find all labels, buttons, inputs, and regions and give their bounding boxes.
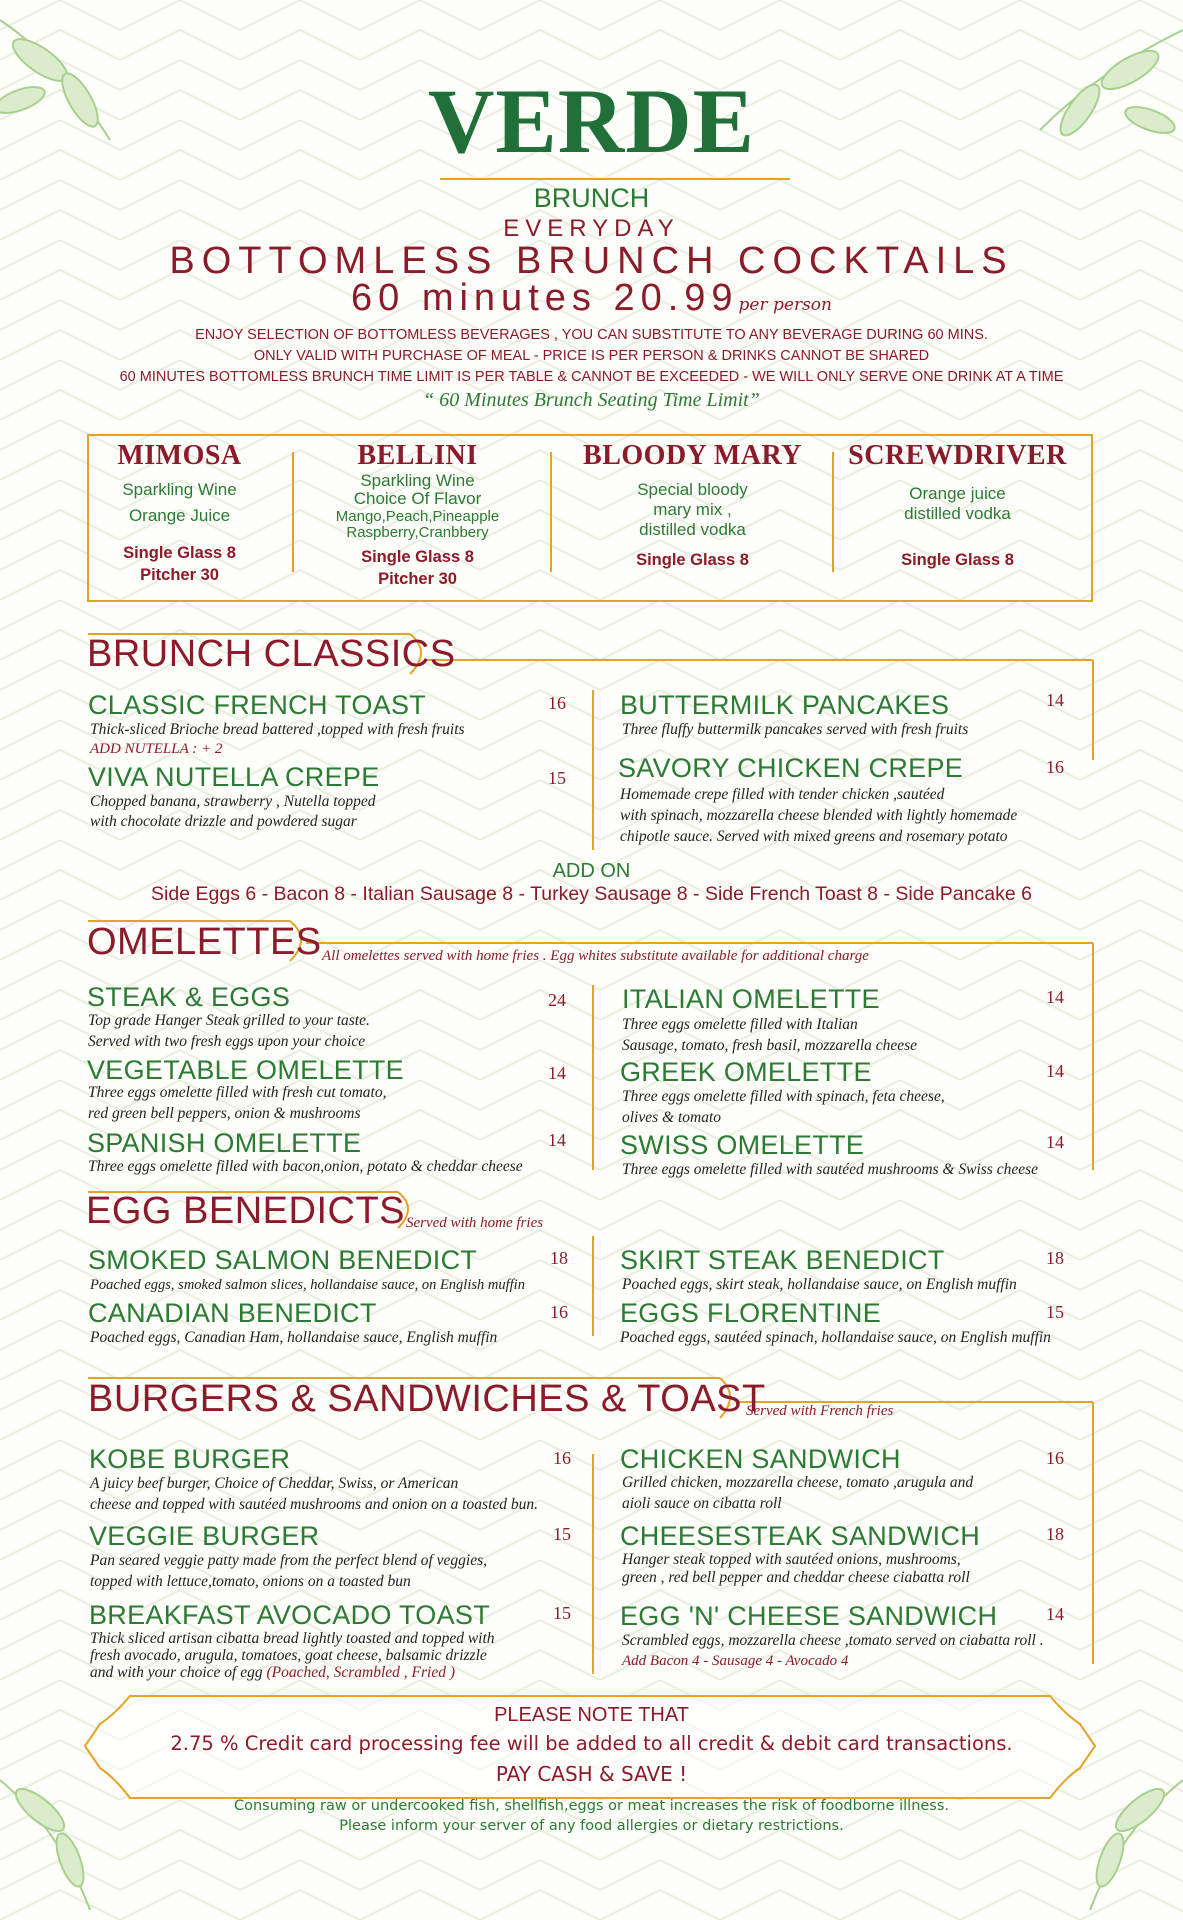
item-desc: Poached eggs, skirt steak, hollandaise sauce, on English muffin (622, 1276, 1017, 1293)
drink-desc: Mango,Peach,Pineapple (335, 508, 500, 525)
item-name: CHICKEN SANDWICH (620, 1444, 901, 1474)
item-name: VEGGIE BURGER (89, 1521, 320, 1551)
item-price: 14 (548, 1063, 566, 1083)
rule-2: ONLY VALID WITH PURCHASE OF MEAL - PRICE IS PER PERSON & DRINKS CANNOT BE SHARED (253, 348, 930, 364)
item-price: 16 (1046, 757, 1064, 777)
drink-price: Single Glass 8 (636, 551, 749, 569)
restaurant-title: VERDE (427, 70, 756, 172)
item-price: 15 (553, 1524, 571, 1544)
item-desc: A juicy beef burger, Choice of Cheddar, Swiss, or American (90, 1475, 459, 1492)
add-on-title: ADD ON (552, 860, 631, 882)
item-price: 16 (1046, 1448, 1064, 1468)
item-desc: Three eggs omelette filled with sautéed mushrooms & Swiss cheese (622, 1161, 1039, 1178)
item-name: GREEK OMELETTE (620, 1057, 872, 1087)
item-price: 14 (548, 1130, 566, 1150)
per-person: per person (738, 295, 832, 315)
brunch-label: BRUNCH (533, 183, 650, 213)
item-desc: Thick sliced artisan cibatta bread lightly toasted and topped with (90, 1630, 495, 1647)
item-name: CANADIAN BENEDICT (88, 1298, 377, 1328)
item-desc: Three eggs omelette filled with bacon,onion, potato & cheddar cheese (88, 1158, 523, 1175)
item-desc: Scrambled eggs, mozzarella cheese ,tomato served on ciabatta roll . (622, 1632, 1044, 1649)
drink-desc: mary mix , (653, 500, 732, 519)
notice-title: PLEASE NOTE THAT (494, 1704, 689, 1726)
item-desc: Poached eggs, sautéed spinach, hollandaise sauce, on English muffin (620, 1329, 1051, 1346)
drink-mimosa (92, 440, 267, 586)
title-underline (440, 178, 790, 180)
item-desc: aioli sauce on cibatta roll (622, 1495, 782, 1512)
item-name: STEAK & EGGS (87, 982, 291, 1012)
omelettes-note: All omelettes served with home fries . Egg whites substitute available for additional charge (322, 948, 869, 964)
item-desc: with chocolate drizzle and powdered sugar (90, 813, 357, 830)
drink-bellini (305, 440, 530, 590)
drink-price: Single Glass 8 (361, 548, 474, 566)
item-price: 14 (1046, 1132, 1064, 1152)
item-name: SWISS OMELETTE (620, 1130, 865, 1160)
item-name: ITALIAN OMELETTE (622, 984, 880, 1014)
seating-limit: “ 60 Minutes Brunch Seating Time Limit” (423, 389, 760, 411)
item-name: SMOKED SALMON BENEDICT (88, 1245, 478, 1275)
drink-name: SCREWDRIVER (848, 440, 1067, 471)
drink-name: MIMOSA (117, 440, 242, 471)
item-name: CHEESESTEAK SANDWICH (620, 1521, 981, 1551)
drink-name: BELLINI (357, 440, 478, 471)
item-price: 16 (550, 1302, 568, 1322)
drink-divider-3 (832, 452, 834, 572)
drink-divider-1 (292, 452, 294, 572)
item-desc: Hanger steak topped with sautéed onions, mushrooms, (622, 1551, 961, 1568)
item-desc: Sausage, tomato, fresh basil, mozzarella cheese (622, 1037, 918, 1054)
credit-card-fee: 2.75 % Credit card processing fee will be added to all credit & debit card transactions. (170, 1732, 1013, 1755)
item-price: 16 (548, 693, 566, 713)
duration-price (0, 277, 1183, 320)
drink-price: Pitcher 30 (140, 566, 219, 584)
drink-desc: Choice Of Flavor (353, 489, 482, 508)
item-desc: Pan seared veggie patty made from the perfect blend of veggies, (90, 1552, 487, 1569)
brunch-classics-title: BRUNCH CLASSICS (87, 633, 456, 675)
drink-price: Single Glass 8 (123, 544, 236, 562)
drink-screwdriver (845, 440, 1070, 571)
allergy-warning: Please inform your server of any food allergies or dietary restrictions. (339, 1818, 844, 1834)
add-on-list: Side Eggs 6 - Bacon 8 - Italian Sausage 8 - Turkey Sausage 8 - Side French Toast 8 - Side Pancake 6 (151, 883, 1032, 905)
item-desc: Three fluffy buttermilk pancakes served with fresh fruits (622, 721, 969, 738)
drink-name: BLOODY MARY (583, 440, 802, 471)
item-name: CLASSIC FRENCH TOAST (88, 690, 427, 720)
drink-bloody-mary (570, 440, 815, 571)
drink-desc: Orange juice (909, 484, 1006, 503)
item-price: 15 (548, 768, 566, 788)
item-addon: ADD NUTELLA : + 2 (90, 741, 223, 757)
item-price: 14 (1046, 1061, 1064, 1081)
item-desc: Served with two fresh eggs upon your choice (88, 1033, 366, 1050)
item-desc: red green bell peppers, onion & mushrooms (88, 1105, 361, 1122)
food-warning: Consuming raw or undercooked fish, shellfish,eggs or meat increases the risk of foodborne illness. (233, 1798, 950, 1814)
egg-choice-options: (Poached, Scrambled , Fried ) (266, 1664, 456, 1681)
item-desc: green , red bell pepper and cheddar cheese ciabatta roll (622, 1569, 970, 1586)
drink-desc: Raspberry,Cranbbery (346, 524, 489, 541)
drink-desc: Sparkling Wine (122, 480, 237, 499)
item-desc: Poached eggs, smoked salmon slices, hollandaise sauce, on English muffin (90, 1277, 525, 1293)
item-price: 14 (1046, 1604, 1064, 1624)
drink-divider-2 (550, 452, 552, 572)
item-desc: Thick-sliced Brioche bread battered ,topped with fresh fruits (90, 721, 465, 738)
rule-3: 60 MINUTES BOTTOMLESS BRUNCH TIME LIMIT IS PER TABLE & CANNOT BE EXCEEDED - WE WILL ONLY SERVE ONE DRINK AT A TIME (119, 369, 1064, 385)
drink-price: Single Glass 8 (901, 551, 1014, 569)
item-desc: Top grade Hanger Steak grilled to your taste. (88, 1012, 370, 1029)
item-desc: topped with lettuce,tomato, onions on a toasted bun (90, 1573, 411, 1590)
item-name: KOBE BURGER (89, 1444, 291, 1474)
item-name: SKIRT STEAK BENEDICT (620, 1245, 945, 1275)
item-name: BUTTERMILK PANCAKES (620, 690, 950, 720)
drink-desc: Special bloody (637, 480, 748, 499)
item-desc: Three eggs omelette filled with fresh cut tomato, (88, 1084, 387, 1101)
item-desc: chipotle sauce. Served with mixed greens and rosemary potato (620, 828, 1008, 845)
drink-desc: distilled vodka (639, 520, 746, 539)
item-desc: Homemade crepe filled with tender chicken ,sautéed (620, 786, 945, 803)
item-price: 14 (1046, 690, 1064, 710)
item-addon: Add Bacon 4 - Sausage 4 - Avocado 4 (622, 1653, 849, 1669)
pay-cash-save: PAY CASH & SAVE ! (495, 1762, 688, 1786)
item-name: SPANISH OMELETTE (87, 1128, 362, 1158)
burgers-note: Served with French fries (746, 1403, 894, 1419)
item-desc: cheese and topped with sautéed mushrooms and onion on a toasted bun. (90, 1496, 539, 1513)
benedicts-note: Served with home fries (406, 1215, 544, 1231)
item-desc: olives & tomato (622, 1109, 722, 1126)
item-desc: Three eggs omelette filled with spinach, feta cheese, (622, 1088, 945, 1105)
item-price: 18 (1046, 1248, 1064, 1268)
benedicts-title: EGG BENEDICTS (86, 1190, 405, 1232)
item-desc: with spinach, mozzarella cheese blended with lightly homemade (620, 807, 1018, 824)
drink-desc: Orange Juice (128, 506, 231, 525)
item-name: SAVORY CHICKEN CREPE (618, 753, 964, 783)
item-price: 14 (1046, 987, 1064, 1007)
item-price: 15 (1046, 1302, 1064, 1322)
item-desc: Grilled chicken, mozzarella cheese, tomato ,arugula and (622, 1474, 974, 1491)
item-name: VIVA NUTELLA CREPE (88, 762, 380, 792)
item-name: EGG 'N' CHEESE SANDWICH (620, 1601, 998, 1631)
bottomless-heading: BOTTOMLESS BRUNCH COCKTAILS (169, 240, 1014, 282)
item-desc: Three eggs omelette filled with Italian (622, 1016, 858, 1033)
item-name: EGGS FLORENTINE (620, 1298, 882, 1328)
rule-1: ENJOY SELECTION OF BOTTOMLESS BEVERAGES , YOU CAN SUBSTITUTE TO ANY BEVERAGE DURING 60 MINS. (195, 327, 988, 343)
item-price: 16 (553, 1448, 571, 1468)
item-name: VEGETABLE OMELETTE (87, 1055, 404, 1085)
item-price: 18 (1046, 1524, 1064, 1544)
item-price: 24 (548, 990, 566, 1010)
item-desc: Chopped banana, strawberry , Nutella topped (90, 793, 376, 810)
drink-desc: Sparkling Wine (360, 471, 475, 490)
drink-desc: distilled vodka (904, 504, 1011, 523)
item-name: BREAKFAST AVOCADO TOAST (89, 1600, 491, 1630)
burgers-title: BURGERS & SANDWICHES & TOAST (88, 1378, 766, 1420)
drink-price: Pitcher 30 (378, 570, 457, 588)
item-desc: Poached eggs, Canadian Ham, hollandaise sauce, English muffin (90, 1329, 498, 1346)
item-price: 18 (550, 1248, 568, 1268)
duration-text: 60 minutes 20.99 (351, 277, 739, 319)
everyday-label: EVERYDAY (503, 215, 680, 242)
egg-choice-text: and with your choice of egg (90, 1664, 267, 1681)
item-price: 15 (553, 1603, 571, 1623)
item-desc (90, 1664, 455, 1681)
omelettes-title: OMELETTES (87, 921, 322, 963)
item-desc: fresh avocado, arugula, tomatoes, goat cheese, balsamic drizzle (90, 1647, 487, 1664)
